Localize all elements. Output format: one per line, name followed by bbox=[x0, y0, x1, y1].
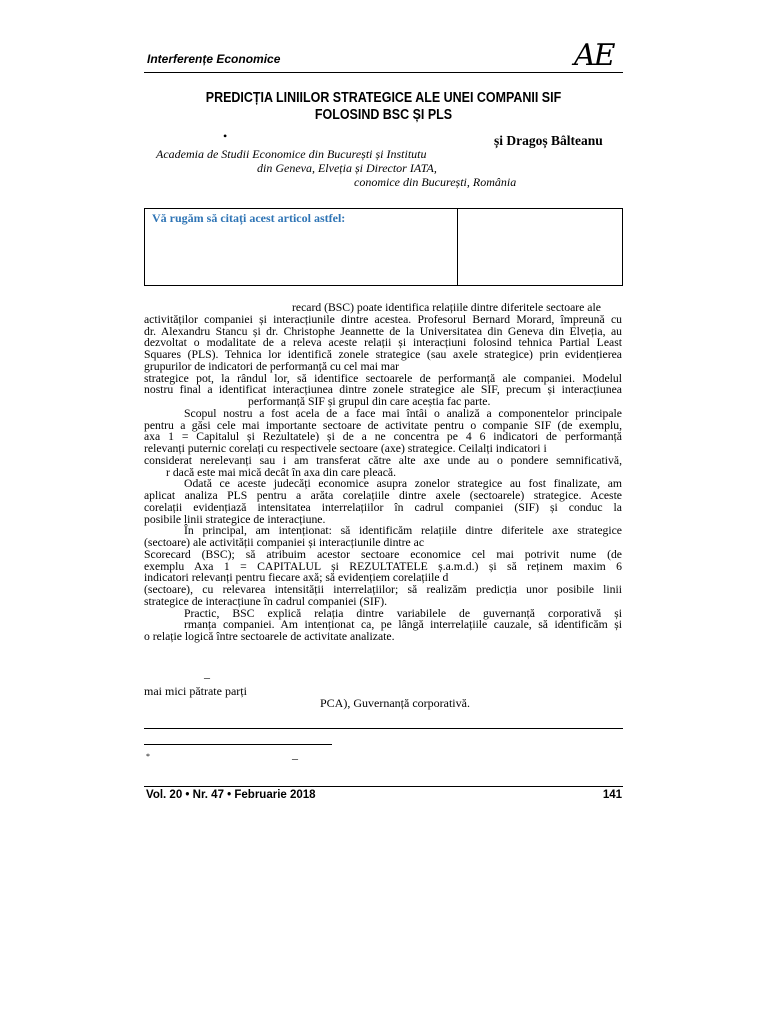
article-title bbox=[178, 90, 590, 124]
abstract-line: strategice de interacțiune în cadrul companiei (SIF). bbox=[144, 594, 388, 608]
abstract-line: exemplu Axa 1 = CAPITALUL și REZULTATELE ș.a.m.d.) și să reținem maxim 6 bbox=[144, 559, 622, 573]
abstract-line: performanță SIF și grupul din care aceștia fac parte. bbox=[248, 395, 491, 408]
abstract-line: Scorecard (BSC); să atribuim acestor sectoare economice cel mai potrivit nume (de bbox=[144, 547, 622, 561]
footer-volume: Vol. 20 • Nr. 47 • Februarie 2018 bbox=[146, 789, 316, 801]
title-line-1: PREDICȚIA LINIILOR STRATEGICE ALE UNEI COMPANII SIF bbox=[205, 90, 562, 106]
abstract-line: posibile linii strategice de interacțiune. bbox=[144, 512, 326, 526]
abstract-line: Practic, BSC explică relația dintre variabilele de guvernanță corporativă și bbox=[184, 606, 622, 620]
abstract-line: rmanța companiei. Am intenționat ca, pe lângă interrelațiile cauzale, să identificăm și bbox=[184, 618, 622, 632]
journal-logo: AE bbox=[574, 38, 614, 73]
abstract-line: (sectoare) ale activității companiei și interacțiunile dintre ac bbox=[144, 536, 425, 549]
abstract-line: o relație logică între sectoarele de activitate analizate. bbox=[144, 630, 395, 643]
abstract-line: grupurilor de indicatori de performanță cu cel mai mar bbox=[144, 359, 400, 373]
abstract-line: (sectoare), cu relevarea intensității interrelațiilor; să realizăm predicția unor posibile linii bbox=[144, 583, 622, 596]
keywords-line-2: PCA), Guvernanță corporativă. bbox=[320, 696, 470, 710]
abstract-line: nostru final a identificat interacțiunea dintre zonele strategice ale SIF, precum și interacțiunea bbox=[144, 383, 622, 397]
abstract-line: dr. Alexandru Stancu și dr. Christophe Jeannette de la Universitatea din Geneva din Elveția, au bbox=[144, 324, 622, 338]
abstract-line: Squares (PLS). Tehnica lor identifică zonele strategice (sau axele strategice) prin evidențierea bbox=[144, 348, 622, 361]
keywords-rule bbox=[144, 728, 623, 729]
header-rule bbox=[144, 72, 623, 73]
abstract-line: pentru a găsi cele mai importante sectoare de activitate pentru o companie SIF (de exemplu, bbox=[144, 418, 622, 432]
abstract-line: În principal, am intenționat: să identificăm relațiile dintre diferitele axe strategice bbox=[184, 524, 622, 538]
abstract-line: Odată ce aceste judecăți economice asupra zonelor strategice au fost finalizate, am bbox=[184, 477, 622, 491]
affiliation-line-3: conomice din București, România bbox=[354, 175, 517, 189]
abstract-line: strategice pot, la rândul lor, să identifice sectoarele de performanță ale companiei. Modelul bbox=[144, 371, 622, 385]
abstract-line: dezvoltat o modalitate de a releva aceste relații și interacțiuni folosind tehnica Partial Least bbox=[144, 336, 622, 350]
abstract-line: corelații evidențiază intensitatea interrelațiilor în cadrul companiei (SIF) și conduc la bbox=[144, 500, 622, 514]
author-bullet: • bbox=[223, 129, 228, 143]
keywords-line-1: mai mici pătrate parți bbox=[144, 684, 247, 698]
keywords-dash: – bbox=[204, 670, 210, 684]
abstract-line: recard (BSC) poate identifica relațiile dintre diferitele sectoare ale bbox=[292, 301, 601, 314]
page-number: 141 bbox=[602, 789, 622, 801]
abstract-line: aplicat analiza PLS pentru a arăta corelațiile dintre axele (sectoarele) strategice. Aceste bbox=[144, 489, 622, 502]
journal-name: Interferențe Economice bbox=[147, 52, 281, 66]
footer-rule bbox=[144, 786, 623, 787]
abstract-line: relevanți puternic corelați cu respectivele sectoare (axe) strategice. Ceilalți indicatori i bbox=[144, 442, 547, 455]
affiliation-line-2: din Geneva, Elveția și Director IATA, bbox=[257, 161, 437, 175]
abstract-line: activităților companiei și interacțiunile dintre acestea. Profesorul Bernard Morard, împreună cu bbox=[144, 312, 622, 326]
abstract-line: indicatori relevanți pentru fiecare axă; să evidențiem corelațiile d bbox=[144, 571, 449, 585]
citation-label: Vă rugăm să citați acest articol astfel: bbox=[152, 211, 346, 225]
abstract-line: considerat nerelevanți sau i am transferat către alte axe unde au o pondere semnificativă, bbox=[144, 453, 622, 467]
abstract-line: Scopul nostru a fost acela de a face mai întâi o analiză a componentelor principale bbox=[184, 406, 622, 420]
abstract-line: r dacă este mai mică decât în axa din care pleacă. bbox=[166, 465, 397, 479]
footnote-marker: * bbox=[146, 752, 150, 761]
citation-box-divider bbox=[457, 208, 458, 286]
abstract-text bbox=[144, 302, 622, 643]
title-line-2: FOLOSIND BSC ȘI PLS bbox=[314, 107, 453, 123]
footnote-rule bbox=[144, 744, 332, 745]
abstract-line: axa 1 = Capitalul și Rezultatele) și de a ne concentra pe 4 6 indicatori de performanță bbox=[144, 430, 622, 444]
authors: și Dragoș Bâlteanu bbox=[494, 133, 603, 148]
affiliation-line-1: Academia de Studii Economice din București și Institutu bbox=[156, 147, 427, 161]
footnote-dash: – bbox=[292, 751, 298, 765]
